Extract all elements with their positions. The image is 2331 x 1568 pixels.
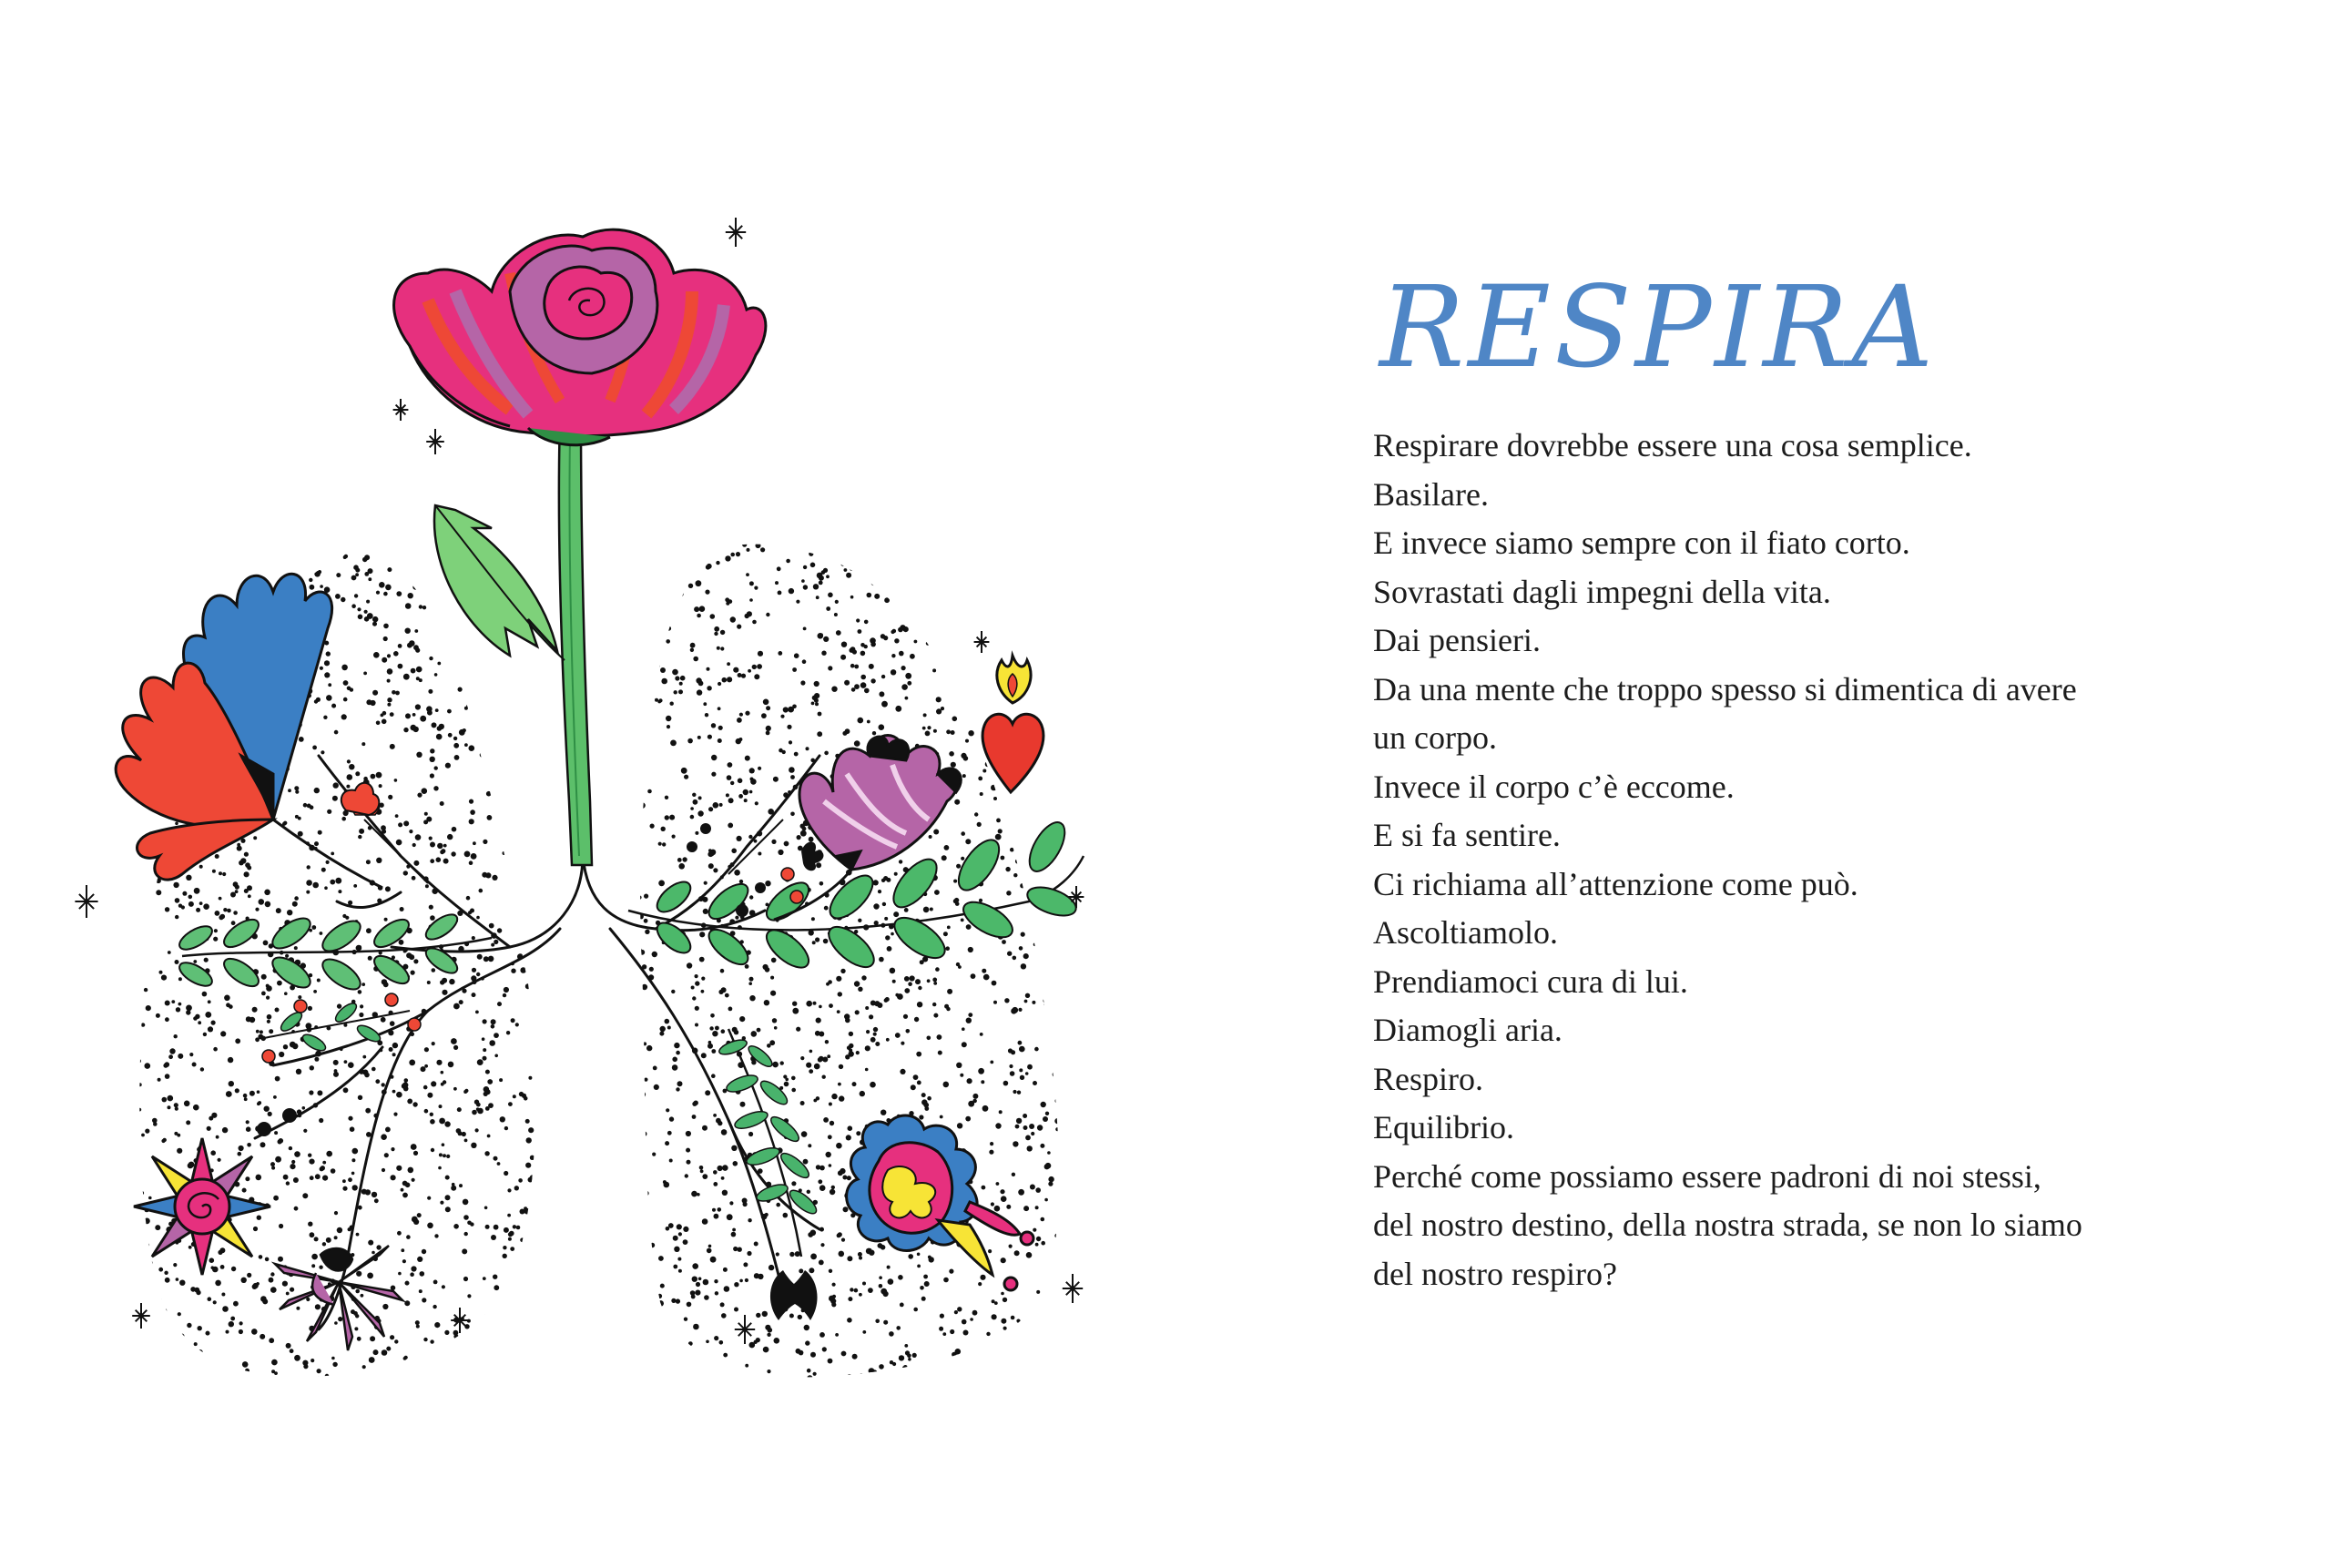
- poem-line: Respiro.: [1373, 1060, 1483, 1097]
- poem-line: Ci richiama all’attenzione come può.: [1373, 865, 1858, 902]
- poem-line: Ascoltiamolo.: [1373, 914, 1558, 951]
- poem-line: Sovrastati dagli impegni della vita.: [1373, 573, 1831, 610]
- poem-line: Equilibrio.: [1373, 1109, 1514, 1145]
- right-page: [1166, 0, 2331, 1568]
- poem-line: Diamogli aria.: [1373, 1012, 1562, 1048]
- flower-icon: [275, 1246, 402, 1350]
- poem-line: Da una mente che troppo spesso si dimentica di avere: [1373, 670, 2077, 708]
- rose-icon: [394, 229, 766, 445]
- flower-icon: [847, 1115, 1033, 1290]
- poem-line: del nostro respiro?: [1373, 1255, 1617, 1292]
- fern-branch: [718, 1029, 819, 1257]
- poem-line: del nostro destino, della nostra strada, se non lo siamo: [1373, 1207, 2082, 1243]
- poem-line: Respirare dovrebbe essere una cosa semplice.: [1373, 427, 1972, 463]
- leaf-icon: [434, 505, 565, 660]
- poem-text: [1373, 422, 2193, 1298]
- poem-line: Perché come possiamo essere padroni di noi stessi,: [1373, 1157, 2041, 1195]
- poem-line: Dai pensieri.: [1373, 622, 1541, 658]
- poem-line: E invece siamo sempre con il fiato corto.: [1373, 524, 1910, 561]
- poem-line: Invece il corpo c’è eccome.: [1373, 768, 1735, 805]
- rose-stem: [559, 419, 592, 865]
- poem-line: E si fa sentire.: [1373, 817, 1561, 853]
- poem-line: un corpo.: [1373, 719, 1497, 756]
- page-title: RESPIRA: [1379, 262, 1938, 393]
- flower-icon: [134, 1138, 270, 1275]
- flower-icon: [770, 1270, 818, 1320]
- flower-icon: [116, 574, 382, 888]
- heart-icon: [982, 656, 1043, 792]
- poem-line: Prendiamoci cura di lui.: [1373, 962, 1688, 1000]
- poem-line: Basilare.: [1373, 475, 1489, 513]
